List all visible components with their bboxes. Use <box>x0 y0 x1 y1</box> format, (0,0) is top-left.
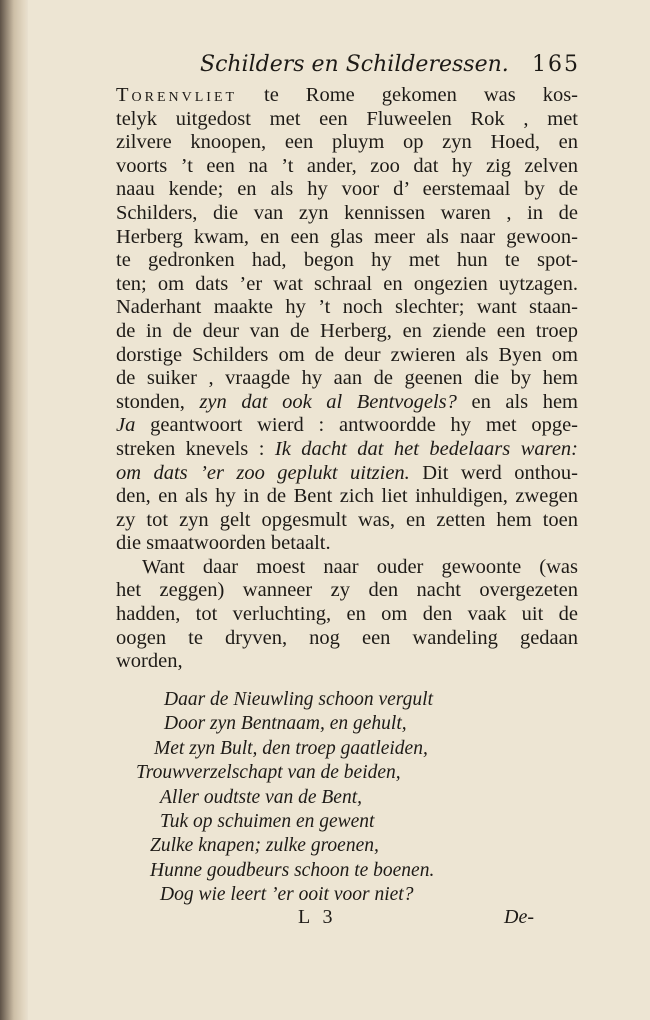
page-footer <box>28 906 650 936</box>
text-line: Torenvliet te Rome gekomen was kos- <box>116 84 578 106</box>
running-header <box>200 52 580 86</box>
poem-line: Daar de Nieuwling schoon vergult <box>164 689 434 710</box>
text-line: zy tot zyn gelt opgesmult was, en zetten hem toen <box>116 508 578 531</box>
poem-line: Hunne goudbeurs schoon te boenen. <box>150 859 435 881</box>
text-line: die smaatwoorden betaalt. <box>116 532 331 555</box>
poem-line: Trouwverzelschapt van de beiden, <box>136 762 401 784</box>
text-line: stonden, zyn dat ook al Bentvogels? en als hem <box>116 390 578 413</box>
text-line: streken knevels : Ik dacht dat het bedelaars waren: <box>116 437 579 460</box>
italic-quote: Ja <box>116 414 136 437</box>
text-line: ten; om dats ’er wat schraal en ongezien uytzagen. <box>116 272 578 295</box>
text-line: te gedronken had, begon hy met hun te spot- <box>116 249 578 272</box>
poem-line: Door zyn Bentnaam, en gehult, <box>164 713 407 735</box>
italic-quote: zyn dat ook al Bentvogels? <box>199 390 457 413</box>
poem <box>136 688 496 908</box>
text-line: telyk uitgedost met een Fluweelen Rok , met <box>116 107 578 130</box>
text-line: oogen te dryven, nog een wandeling gedaan <box>116 626 578 649</box>
text-line: Want daar moest naar ouder gewoonte (was <box>142 555 578 578</box>
book-spine-shadow <box>0 0 28 1020</box>
text-line: het zeggen) wanneer zy den nacht overgezeten <box>116 579 578 602</box>
poem-line: Met zyn Bult, den troep gaatleiden, <box>154 737 428 759</box>
text-line: voorts ’t een na ’t ander, zoo dat hy zig zelven <box>116 154 578 177</box>
signature-mark: L 3 <box>298 906 337 928</box>
catchword: De- <box>504 906 534 928</box>
text-line: de suiker , vraagde hy aan de geenen die by hem <box>116 367 578 390</box>
text-line: den, en als hy in de Bent zich liet inhuldigen, zwegen <box>116 485 578 508</box>
poem-line: Zulke knapen; zulke groenen, <box>150 835 379 857</box>
text-line: de in de deur van de Herberg, en ziende een troep <box>116 319 578 342</box>
poem-line: Dog wie leert ’er ooit voor niet? <box>160 884 414 906</box>
text-line: Ja geantwoort wierd : antwoordde hy met opge- <box>116 414 578 437</box>
text-line: zilvere knoopen, een pluym op zyn Hoed, en <box>116 131 578 154</box>
body-text <box>116 84 578 674</box>
text-line: naau kende; en als hy voor d’ eerstemaal by de <box>116 178 578 201</box>
text-line: om dats ’er zoo geplukt uitzien. Dit werd onthou- <box>116 461 578 484</box>
italic-quote: Ik dacht dat het bedelaars waren: <box>274 437 579 460</box>
running-title: Schilders en Schilderessen. <box>200 52 509 77</box>
text-line: dorstige Schilders om de deur zwieren als Byen om <box>116 343 578 366</box>
italic-quote: om dats ’er zoo geplukt uitzien. <box>116 461 410 484</box>
text-line: Herberg kwam, en een glas meer als naar gewoon- <box>116 225 578 248</box>
text-line: hadden, tot verluchting, en om den vaak uit de <box>116 603 578 626</box>
text-line: worden, <box>116 650 183 673</box>
name-torenvliet: Torenvliet <box>116 84 238 106</box>
book-page <box>28 0 650 1020</box>
page-number: 165 <box>532 52 580 77</box>
text-line: Naderhant maakte hy ’t noch slechter; want staan- <box>116 296 578 319</box>
poem-line: Aller oudtste van de Bent, <box>160 786 362 808</box>
text-line: Schilders, die van zyn kennissen waren , in de <box>116 201 578 224</box>
poem-line: Tuk op schuimen en gewent <box>160 811 375 833</box>
